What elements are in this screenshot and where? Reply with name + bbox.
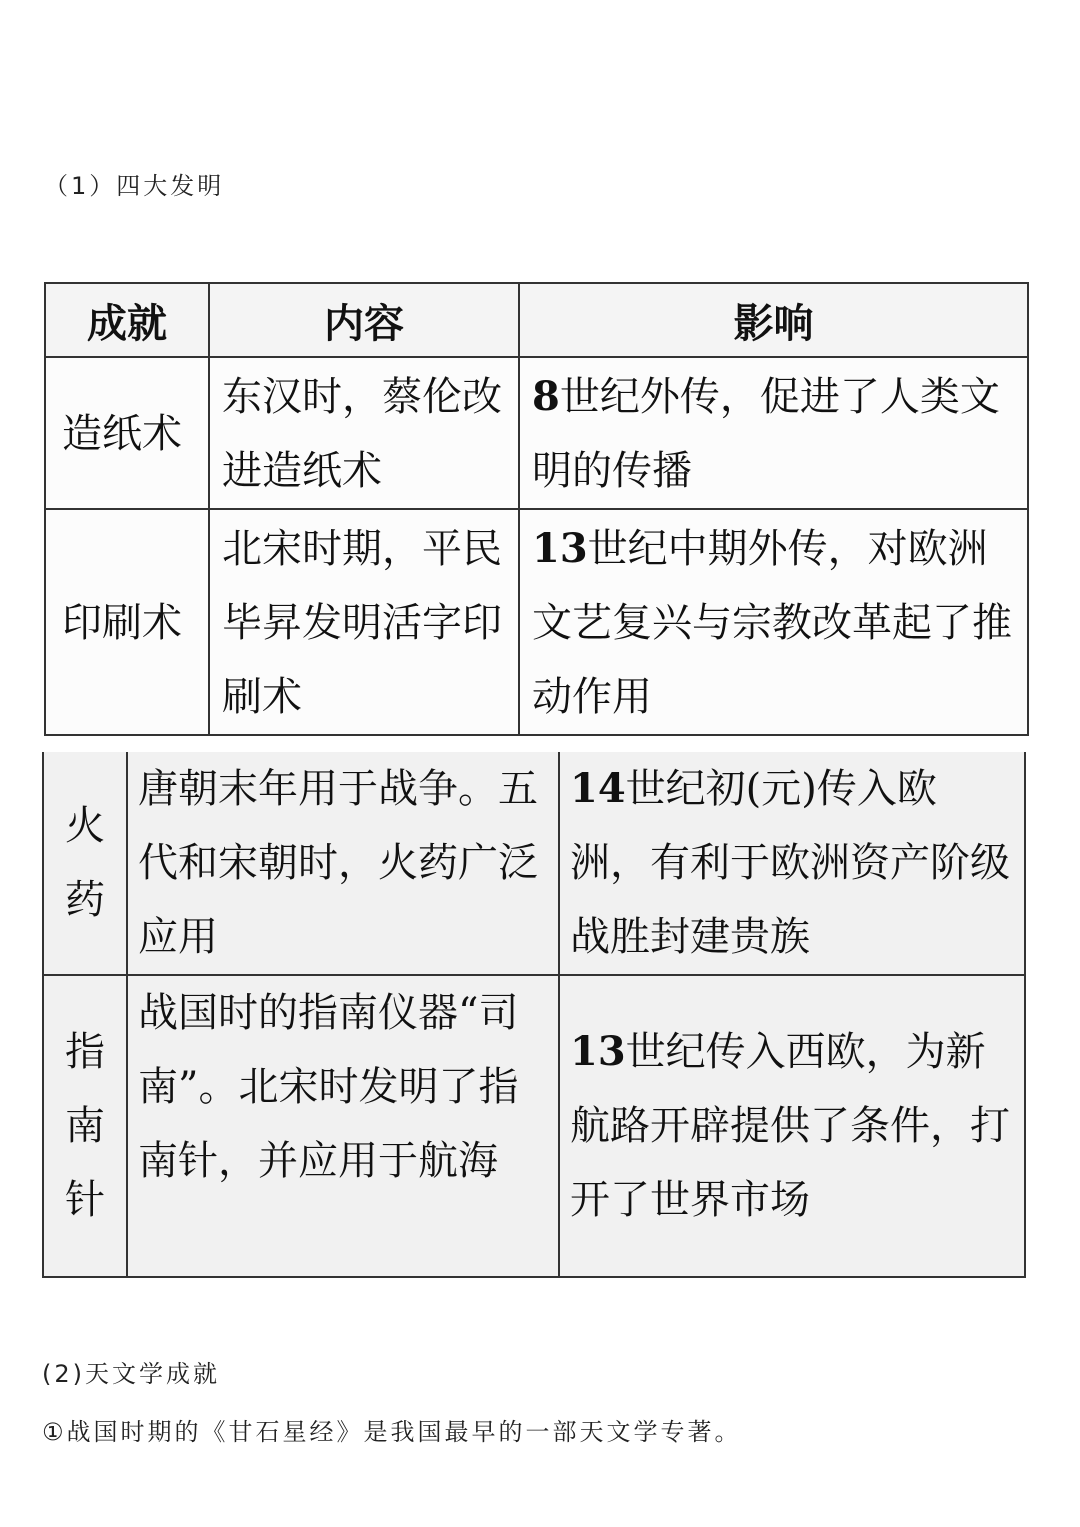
table-header-row — [45, 283, 1028, 357]
row-impact — [519, 509, 1028, 735]
row-name-char: 针 — [65, 1177, 105, 1223]
table-row — [45, 509, 1028, 735]
astronomy-item-1: ①战国时期的《甘石星经》是我国最早的一部天文学专著。 — [42, 1418, 742, 1446]
table-row — [43, 752, 1025, 975]
row-content: 东汉时，蔡伦改进造纸术 — [209, 357, 519, 509]
row-name-vertical — [43, 752, 127, 975]
row-impact — [519, 357, 1028, 509]
header-achievement: 成就 — [45, 283, 209, 357]
impact-text: 世纪外传，促进了人类文明的传播 — [532, 374, 1000, 494]
row-impact — [559, 752, 1025, 975]
section-title-astronomy: (2)天文学成就 — [42, 1360, 220, 1388]
header-impact: 影响 — [519, 283, 1028, 357]
row-content: 唐朝末年用于战争。五代和宋朝时，火药广泛应用 — [127, 752, 559, 975]
row-content: 北宋时期，平民毕昇发明活字印刷术 — [209, 509, 519, 735]
impact-century: 13 — [532, 525, 588, 572]
table-row — [43, 975, 1025, 1277]
impact-text: 世纪传入西欧，为新航路开辟提供了条件，打开了世界市场 — [570, 1029, 1010, 1223]
row-name-char: 药 — [65, 877, 105, 923]
header-content: 内容 — [209, 283, 519, 357]
table-row — [45, 357, 1028, 509]
section-title-four-inventions: （1）四大发明 — [44, 172, 225, 200]
impact-century: 8 — [532, 373, 560, 420]
inventions-table-part2 — [42, 752, 1026, 1278]
inventions-table-part1 — [44, 282, 1029, 736]
row-name-char: 南 — [65, 1103, 105, 1149]
row-name-vertical — [43, 975, 127, 1277]
impact-text: 世纪中期外传，对欧洲文艺复兴与宗教改革起了推动作用 — [532, 526, 1012, 720]
row-name: 造纸术 — [45, 357, 209, 509]
row-impact — [559, 975, 1025, 1277]
row-name-char: 火 — [65, 803, 105, 849]
impact-century: 13 — [570, 1028, 626, 1075]
impact-century: 14 — [570, 765, 626, 812]
impact-text: 世纪初(元)传入欧洲，有利于欧洲资产阶级战胜封建贵族 — [570, 766, 1010, 960]
row-content: 战国时的指南仪器“司南”。北宋时发明了指南针，并应用于航海 — [127, 975, 559, 1277]
row-name: 印刷术 — [45, 509, 209, 735]
row-name-char: 指 — [65, 1029, 105, 1075]
